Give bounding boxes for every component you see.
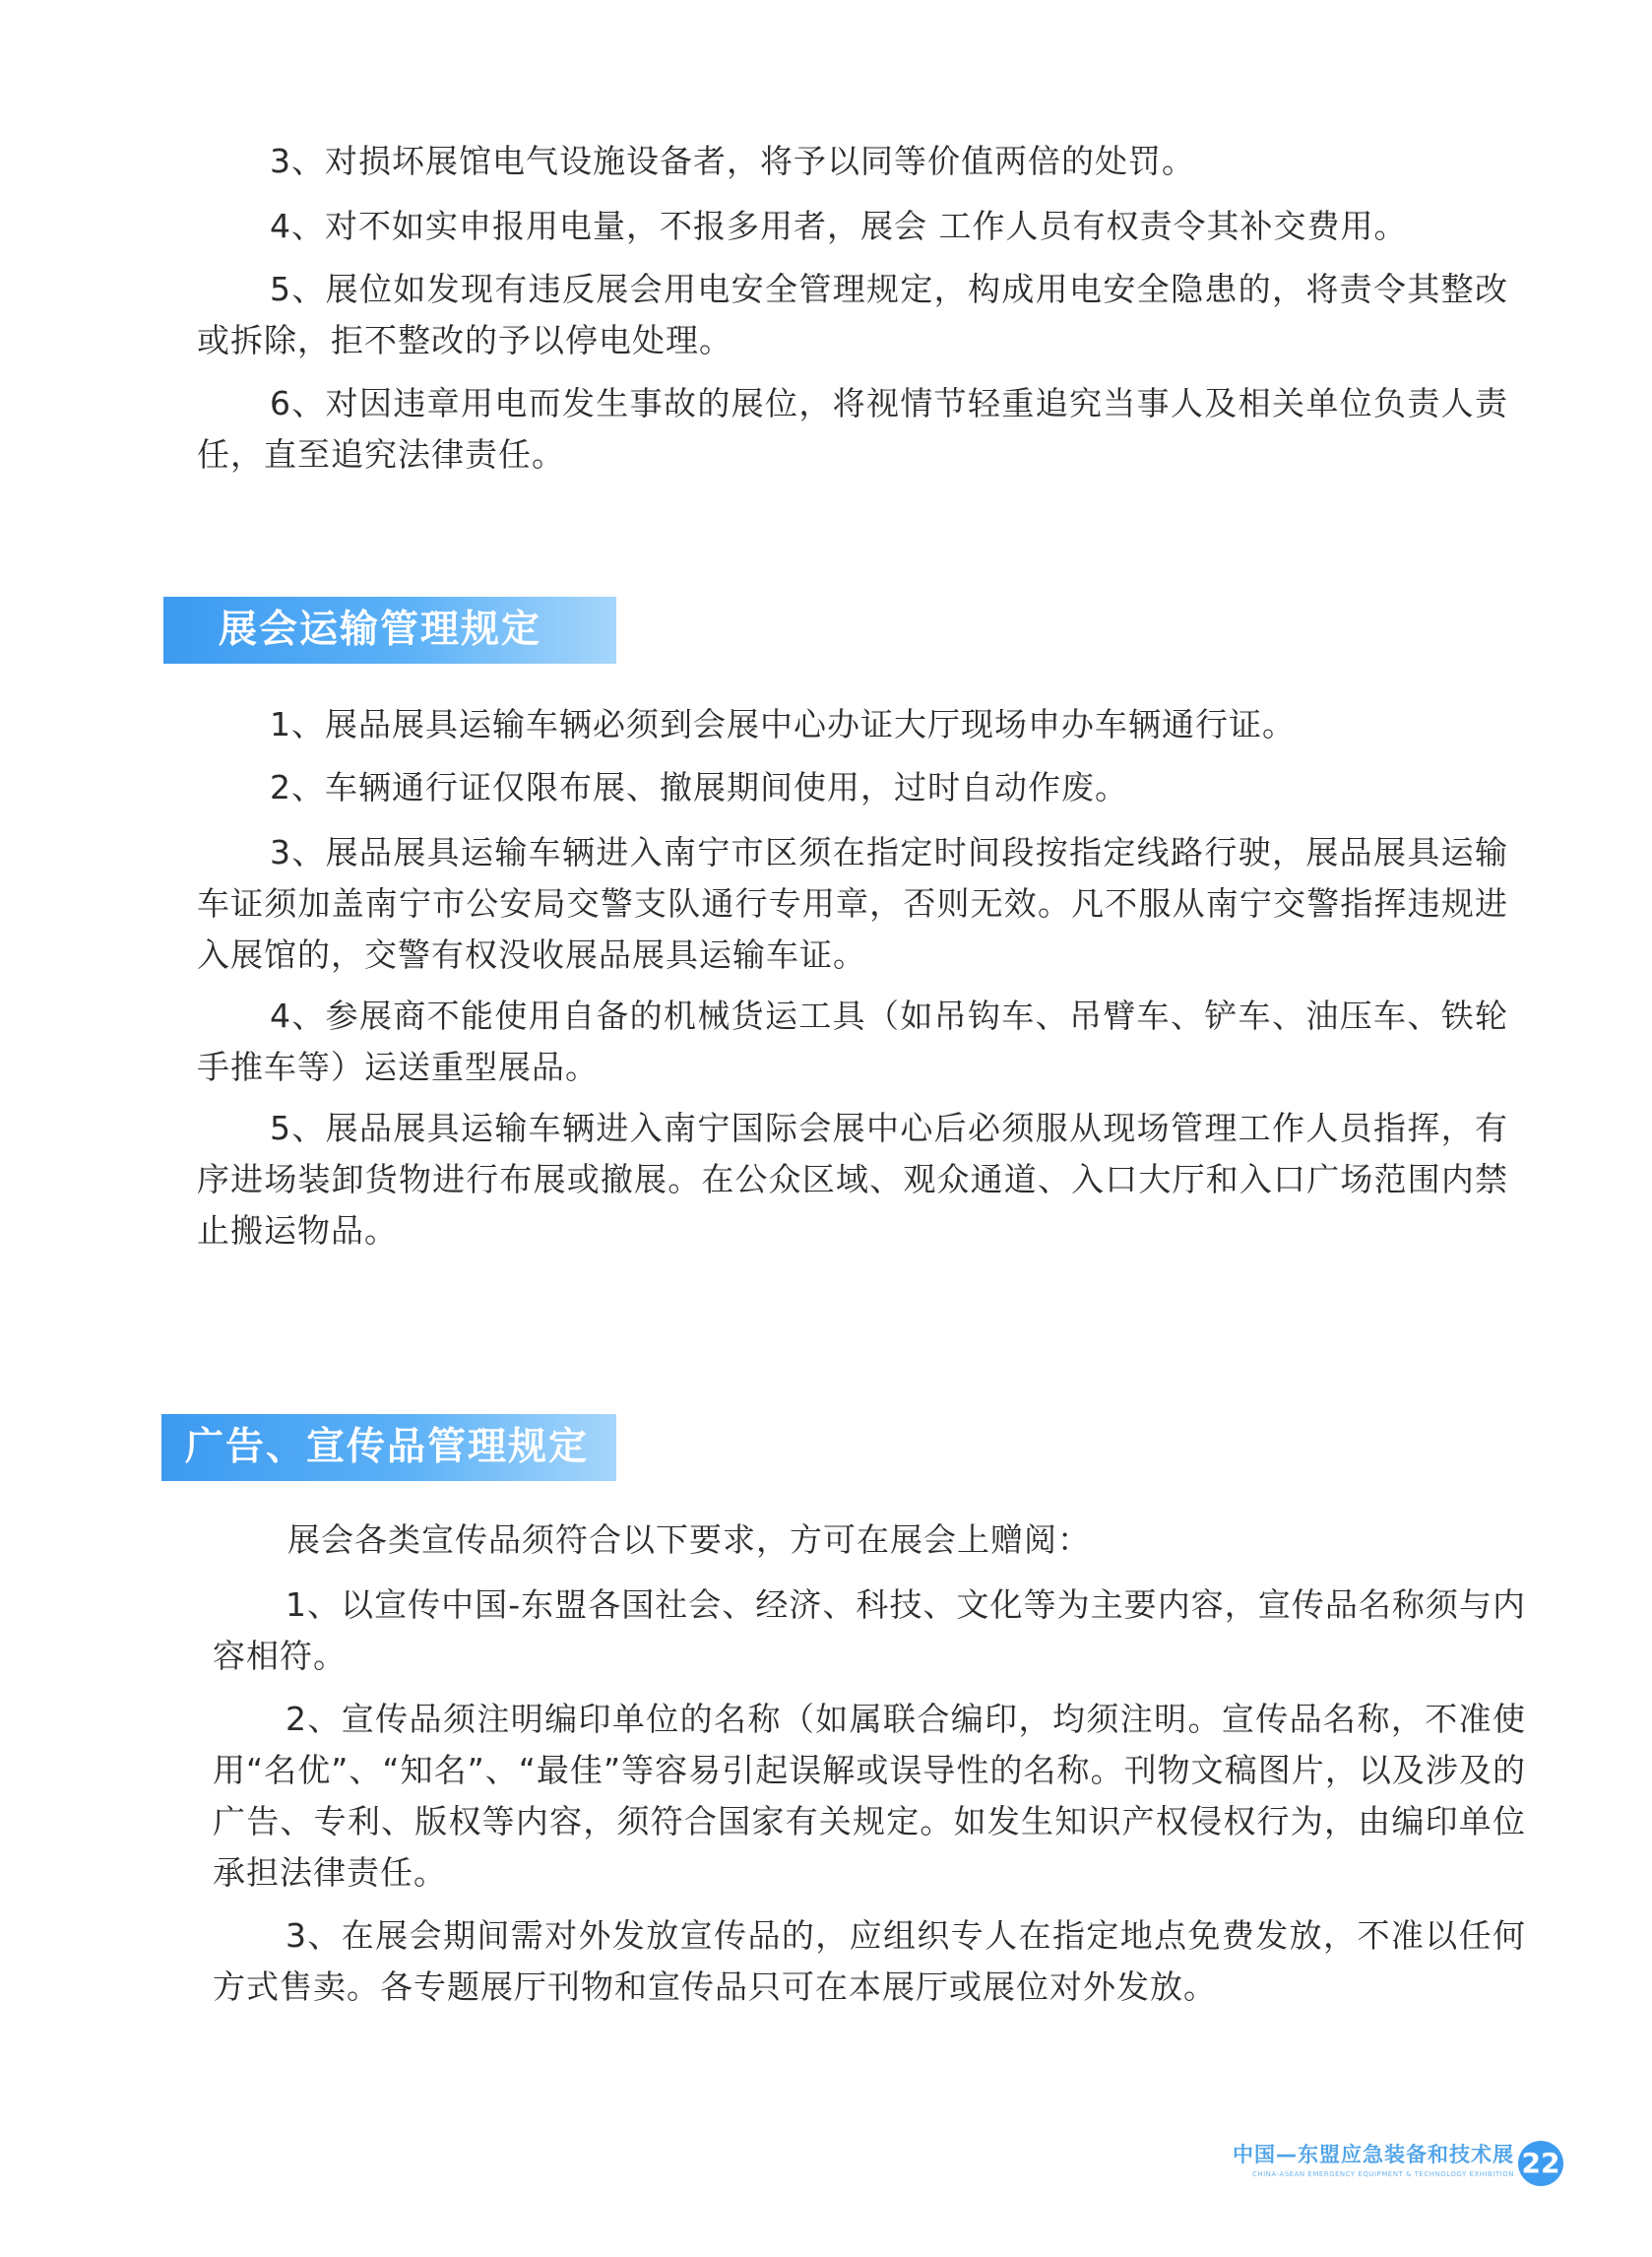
rule-elec-4: 4、对不如实申报用电量，不报多用者，展会 工作人员有权责令其补交费用。 [270,207,1408,245]
rule-elec-6: 6、对因违章用电而发生事故的展位，将视情节轻重追究当事人及相关单位负责人责任，直至追究法律责任。 [197,384,1508,474]
rule-ad-1: 1、以宣传中国-东盟各国社会、经济、科技、文化等为主要内容，宣传品名称须与内容相符。 [213,1585,1526,1675]
rule-elec-3: 3、对损坏展馆电气设施设备者，将予以同等价值两倍的处罚。 [270,142,1195,180]
rule-transport-3: 3、展品展具运输车辆进入南宁市区须在指定时间段按指定线路行驶，展品展具运输车证须加盖南宁市公安局交警支队通行专用章，否则无效。凡不服从南宁交警指挥违规进入展馆的，交警有权没收展品展具运输车证。 [197,833,1508,974]
footer-title-cn: 中国—东盟应急装备和技术展 [1233,2143,1514,2166]
footer-branding [1233,2139,1514,2178]
rule-ad-3: 3、在展会期间需对外发放宣传品的，应组织专人在指定地点免费发放，不准以任何方式售卖。各专题展厅刊物和宣传品只可在本展厅或展位对外发放。 [213,1916,1526,2006]
page-number: 22 [1518,2141,1563,2186]
section-title-advertising: 广告、宣传品管理规定 [161,1414,616,1481]
footer-title-en: CHINA-ASEAN EMERGENCY EQUIPMENT & TECHNOLOGY EXHIBITION [1251,2170,1514,2178]
rule-transport-1: 1、展品展具运输车辆必须到会展中心办证大厅现场申办车辆通行证。 [270,705,1296,743]
rule-transport-2: 2、车辆通行证仅限布展、撤展期间使用，过时自动作废。 [270,768,1128,806]
rule-ad-2: 2、宣传品须注明编印单位的名称（如属联合编印，均须注明。宣传品名称，不准使用“名优”、“知名”、“最佳”等容易引起误解或误导性的名称。刊物文稿图片，以及涉及的广告、专利、版权等内容，须符合国家有关规定。如发生知识产权侵权行为，由编印单位承担法律责任。 [213,1700,1526,1892]
section-title-transport: 展会运输管理规定 [163,597,616,664]
rule-transport-5: 5、展品展具运输车辆进入南宁国际会展中心后必须服从现场管理工作人员指挥，有序进场装卸货物进行布展或撤展。在公众区域、观众通道、入口大厅和入口广场范围内禁止搬运物品。 [197,1109,1508,1250]
rule-elec-5: 5、展位如发现有违反展会用电安全管理规定，构成用电安全隐患的，将责令其整改或拆除，拒不整改的予以停电处理。 [197,270,1508,359]
rule-transport-4: 4、参展商不能使用自备的机械货运工具（如吊钩车、吊臂车、铲车、油压车、铁轮手推车等）运送重型展品。 [197,997,1508,1086]
advertising-intro: 展会各类宣传品须符合以下要求，方可在展会上赠阅： [287,1520,1091,1559]
